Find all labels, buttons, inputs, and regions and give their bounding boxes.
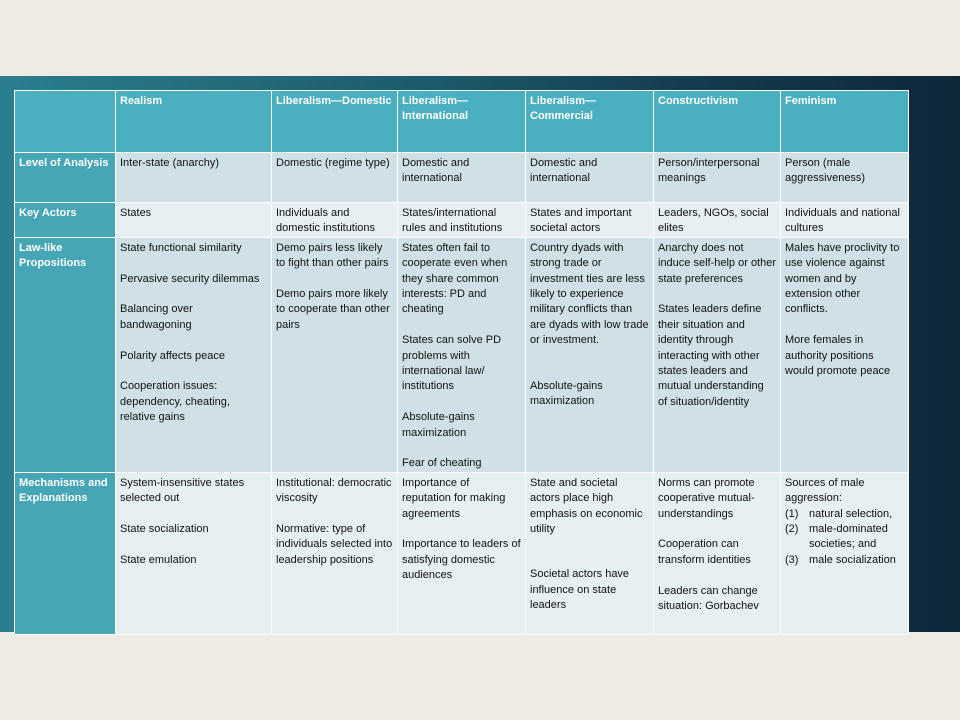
mech-constructivism-item: Norms can promote cooperative mutual-understandings [658,476,755,520]
law-lib-domestic-item: Demo pairs less likely to fight than other pairs [276,241,389,270]
row-label-level-of-analysis: Level of Analysis [15,153,116,203]
row-key-actors [15,203,909,238]
header-liberalism-commercial: Liberalism—Commercial [526,91,654,153]
cell-actors-constructivism: Leaders, NGOs, social elites [654,203,781,238]
list-item-text: male socialization [809,553,896,566]
list-item [785,553,904,568]
cell-actors-feminism: Individuals and national cultures [781,203,909,238]
cell-level-realism: Inter-state (anarchy) [116,153,272,203]
row-label-mechanisms: Mechanisms and Explanations [15,472,116,634]
law-lib-international-item: Absolute-gains maximization [402,411,475,439]
mech-feminism-intro: Sources of male aggression: [785,476,865,505]
header-constructivism: Constructivism [654,91,781,153]
law-lib-international-item: Fear of cheating [402,457,482,470]
mech-lib-international-item: Importance to leaders of satisfying domestic audiences [402,538,521,582]
list-item [785,522,904,553]
law-realism-item: Cooperation issues: dependency, cheating, relative gains [120,380,230,424]
list-item-number: (3) [785,553,799,566]
law-constructivism-item: Anarchy does not induce self-help or other state preferences [658,241,777,285]
cell-law-lib-commercial [526,237,654,472]
cell-actors-lib-domestic: Individuals and domestic institutions [272,203,398,238]
law-feminism-item: Males have proclivity to use violence against women and by extension other conflicts. [785,241,900,316]
list-item-number: (1) [785,507,799,520]
row-label-law-like-propositions: Law-like Propositions [15,237,116,472]
law-realism-item: State functional similarity [120,241,242,254]
law-lib-domestic-item: Demo pairs more likely to cooperate than other pairs [276,288,390,331]
law-feminism-item: More females in authority positions would promote peace [785,334,891,378]
law-lib-commercial-item: Country dyads with strong trade or investment ties are less likely to experience military conflicts than are dyads with low trade or investment. [530,241,649,347]
mech-realism-item: State emulation [120,553,197,566]
cell-mech-lib-international [398,472,526,634]
cell-mech-realism [116,472,272,634]
mech-lib-domestic-item: Normative: type of individuals selected into leadership positions [276,523,393,566]
cell-level-feminism: Person (male aggressiveness) [781,153,909,203]
mech-constructivism-item: Leaders can change situation: Gorbachev [658,584,759,613]
cell-actors-realism: States [116,203,272,238]
row-law-like-propositions [15,237,909,472]
mech-lib-commercial-item: State and societal actors place high emphasis on economic utility [530,476,643,536]
header-feminism: Feminism [781,91,909,153]
cell-level-lib-international: Domestic and international [398,153,526,203]
comparison-table-container [14,90,908,626]
header-liberalism-domestic: Liberalism—Domestic [272,91,398,153]
cell-law-lib-international [398,237,526,472]
cell-law-constructivism [654,237,781,472]
cell-mech-lib-domestic [272,472,398,634]
row-level-of-analysis [15,153,909,203]
cell-level-constructivism: Person/interpersonal meanings [654,153,781,203]
cell-mech-constructivism [654,472,781,634]
mech-feminism-list [785,507,904,569]
law-realism-item: Polarity affects peace [120,349,225,362]
cell-law-feminism [781,237,909,472]
row-label-key-actors: Key Actors [15,203,116,238]
header-row [15,91,909,153]
ir-theories-comparison-table [14,90,909,635]
list-item-text: male-dominated societies; and [809,523,888,551]
mech-realism-item: State socialization [120,523,209,536]
mech-lib-domestic-item: Institutional: democratic viscosity [276,476,392,505]
law-lib-international-item: States can solve PD problems with international law/ institutions [402,334,502,393]
cell-law-realism [116,237,272,472]
header-liberalism-international: Liberalism—International [398,91,526,153]
law-realism-item: Balancing over bandwagoning [120,303,193,331]
mech-lib-international-item: Importance of reputation for making agreements [402,476,506,520]
mech-lib-commercial-item: Societal actors have influence on state leaders [530,568,630,612]
header-corner-cell [15,91,116,153]
law-realism-item: Pervasive security dilemmas [120,272,260,285]
list-item-number: (2) [785,523,799,536]
list-item [785,507,904,522]
cell-law-lib-domestic [272,237,398,472]
row-mechanisms-and-explanations [15,472,909,634]
cell-level-lib-commercial: Domestic and international [526,153,654,203]
cell-mech-lib-commercial [526,472,654,634]
cell-actors-lib-commercial: States and important societal actors [526,203,654,238]
cell-actors-lib-international: States/international rules and institutions [398,203,526,238]
header-realism: Realism [116,91,272,153]
mech-realism-item: System-insensitive states selected out [120,476,245,505]
list-item-text: natural selection, [809,507,893,520]
cell-mech-feminism [781,472,909,634]
law-lib-international-item: States often fail to cooperate even when they share common interests: PD and cheating [402,241,508,316]
law-lib-commercial-item: Absolute-gains maximization [530,379,603,408]
law-constructivism-item: States leaders define their situation and identity through interacting with other states leaders and mutual understanding of situation/identity [658,303,764,408]
cell-level-lib-domestic: Domestic (regime type) [272,153,398,203]
mech-constructivism-item: Cooperation can transform identities [658,538,751,566]
